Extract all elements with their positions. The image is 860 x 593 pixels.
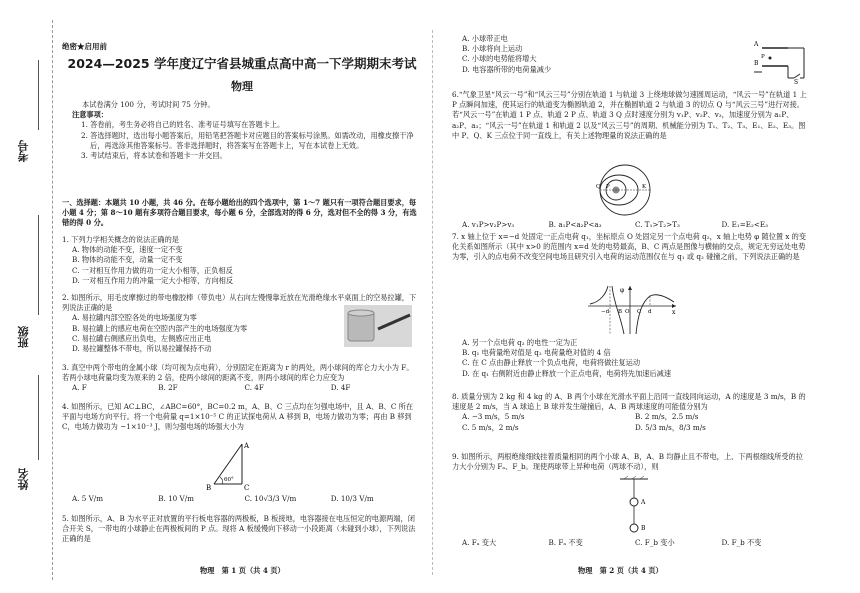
orbit-figure <box>594 162 656 218</box>
question-6 <box>452 90 808 141</box>
section-1-heading: 一、选择题：本题共 10 小题，共 46 分。在每小题给出的四个选项中，第 1～7 题只有一项符合题目要求，每小题 4 分；第 8～10 题有多项符合题目要求，每小题 6 分，全部选对的得 6 分，选对但不全的得 3 分，有选错的得 0 分。 <box>62 198 417 228</box>
can-and-rod-photo <box>344 305 412 347</box>
fig-label-minus-d: −d <box>601 309 610 315</box>
q5-options <box>452 34 682 75</box>
exam-notes <box>72 100 417 161</box>
fig-label-a: A <box>244 442 250 450</box>
fig-label-b: B <box>618 309 623 315</box>
fig-label-x: x <box>672 309 676 316</box>
exam-title: 2024—2025 学年度辽宁省县城重点高中高一下学期期末考试 <box>67 56 417 71</box>
q4-stem: 4. 如图所示，已知 AC⊥BC，∠ABC=60°，BC=0.2 m，A、B、C 三点均在匀强电场中，且 A、B、C 所在平面与电场方向平行。将一个电荷量 q=1×10⁻⁵ C 的正试探电荷从 A 移到 B，电场力做功为零；再由 B 移到 C，电场力做功为 −1×10⁻³ J，则匀强电场的场强大小为 <box>62 402 414 432</box>
fig-label-o: O <box>625 309 630 315</box>
q6-option-a: A. v₁P>v₂P>v₃ <box>462 220 515 229</box>
fig-label-p: P <box>606 184 610 190</box>
q4-option-a: A. 5 V/m <box>72 494 104 503</box>
subject-title: 物理 <box>231 80 253 93</box>
q4-options <box>62 494 417 504</box>
q8-option-c: C. 5 m/s，2 m/s <box>462 422 519 432</box>
fig-label-a: A <box>754 41 759 48</box>
question-4 <box>62 402 417 433</box>
fig-label-a: A <box>641 499 646 506</box>
fig-label-b: B <box>641 525 646 532</box>
q1-option-c: C. 一对相互作用力做的功一定大小相等，正负相反 <box>72 265 233 275</box>
q3-option-c: C. 4F <box>244 383 264 393</box>
confidential-mark: 绝密★启用前 <box>62 42 107 51</box>
q7-stem: 7. x 轴上位于 x=−d 处固定一正点电荷 q₁，坐标原点 O 处固定另一个点电荷 q₂，x 轴上电势 φ 随位置 x 的变化关系如图所示（其中 x>0 的范围内 x=d 处的电势最高，B、C 两点是图像与横轴的交点，规定无穷远处电势为零，引入的点电荷不改变空间电场且研究引入电荷的运动范围仅在与 q₁ 或 q₂ 碰撞之前，下列说法正确的是 <box>452 232 807 262</box>
fig-label-phi: φ <box>620 287 625 294</box>
q1-stem: 1. 下列力学相关概念的说法正确的是 <box>62 235 179 244</box>
q6-stem: 6.“气象卫星“风云一号”和“风云三号”分别在轨道 1 与轨道 3 上绕地球做匀速圆周运动，“风云一号”在轨道 1 上 P 点瞬间加速，使其运行的轨道变为椭圆轨道 2，并在椭圆轨道 2 与轨道 3 的切点 Q 与“风云三号”进行对接。若“风云一号”在轨道 1 P 点、轨道 2 P 点、轨道 3 Q 点时速度分别为 v₁P、v₂P、v₃，加速度分别为 a₁P、a₂P、a₃；“风云一号”在轨道 1 和轨道 2 以及“风云三号”的周期、机械能分别为 T₁、T₂、T₃、E₁、E₂、E₃。图中 P、Q、K 三点位于同一直线上，有关上述物理量的说法正确的是 <box>452 90 807 140</box>
class-label: 班级 <box>17 326 30 348</box>
q3-option-a: A. F <box>72 383 87 393</box>
fig-label-c: C <box>637 309 642 315</box>
q4-option-d: D. 10/3 V/m <box>330 494 374 503</box>
q6-option-c: C. T₁>T₂>T₃ <box>635 220 680 229</box>
class-line <box>38 215 39 315</box>
fig-label-b: B <box>206 484 212 492</box>
question-8 <box>452 392 808 433</box>
q1-option-d: D. 一对相互作用力的冲量一定大小相等，方向相反 <box>72 275 234 285</box>
q9-stem: 9. 如图所示，两根绝缘细线挂着质量相同的两个小球 A、B，A、B 均静止且不带电，上、下两根细线所受的拉力大小分别为 Fₐ、F_b。现使两球带上异种电荷（两球不动），则 <box>452 452 803 472</box>
q6-option-d: D. E₁=E₂<E₃ <box>721 220 769 229</box>
q2-option-a: A. 易拉罐内部空腔各处的电场强度为零 <box>72 313 197 323</box>
question-1 <box>62 235 417 286</box>
q7-option-b: B. q₁ 电荷量绝对值是 q₂ 电荷量绝对值的 4 倍 <box>462 348 611 358</box>
fig-label-angle: 60° <box>224 477 234 483</box>
note-3: 3. 考试结束后，将本试卷和答题卡一并交回。 <box>81 151 227 161</box>
q8-option-a: A. −3 m/s，5 m/s <box>462 412 525 422</box>
q5-option-c: C. 小球的电势能将增大 <box>462 54 537 64</box>
binding-margin <box>0 0 60 593</box>
question-7 <box>452 232 808 263</box>
q9-option-a: A. Fₐ 变大 <box>462 538 497 547</box>
q7-options <box>452 338 808 379</box>
q2-stem: 2. 如图所示，用毛皮摩擦过的带电橡胶棒（带负电）从右向左慢慢靠近放在光滑绝缘水平桌面上的空易拉罐，下列说法正确的是 <box>62 293 417 313</box>
footer-left: 物理 第 1 页（共 4 页） <box>200 566 285 575</box>
name-label: 姓名 <box>17 468 30 490</box>
section-1 <box>62 198 417 229</box>
fig-label-s: S <box>794 79 799 84</box>
q2-option-c: C. 易拉罐右侧感应出负电，左侧感应出正电 <box>72 333 212 343</box>
fig-label-c: C <box>244 484 250 492</box>
q6-option-row <box>452 220 808 230</box>
q2-option-d: D. 易拉罐整体不带电，所以易拉罐保持不动 <box>72 344 212 354</box>
q9-option-d: D. F_b 不变 <box>721 538 762 547</box>
q7-option-d: D. 在 q₁ 右侧附近由静止释放一个正点电荷，电荷将先加速后减速 <box>462 368 672 378</box>
q5-stem: 5. 如图所示，A、B 为水平正对放置的平行板电容器的两极板，B 板接地，电容器接在电压恒定的电源两端，闭合开关 S，一带电的小球静止在两极板间的 P 点。现将 A 板缓慢向下移动一小段距离（未碰到小球），下列说法正确的是 <box>62 514 416 544</box>
notes-title: 注意事项： <box>72 110 108 120</box>
q8-option-d: D. 5/3 m/s，8/3 m/s <box>635 422 706 432</box>
q8-stem: 8. 质量分别为 2 kg 和 4 kg 的 A、B 两个小球在光滑水平面上沿同一直线同向运动，A 的速度是 3 m/s，B 的速度是 2 m/s，当 A 球追上 B 球并发生碰撞后，A、B 两球速度的可能值分别为 <box>452 392 806 412</box>
q5-option-b: B. 小球将向上运动 <box>462 44 523 54</box>
q9-options <box>452 538 808 548</box>
fig-label-q: Q <box>596 184 601 190</box>
exam-number-label: 考号 <box>17 140 30 162</box>
time-info: 本试卷满分 100 分，考试时间 75 分钟。 <box>82 100 215 109</box>
q4-option-b: B. 10 V/m <box>158 494 194 503</box>
q4-option-c: C. 10√3/3 V/m <box>244 494 297 503</box>
q2-option-b: B. 易拉罐上的感应电荷在空腔内部产生的电场强度为零 <box>72 323 248 333</box>
q8-option-row-2 <box>452 423 808 433</box>
q6-options <box>452 220 808 230</box>
fig-label-k: K <box>642 184 647 190</box>
question-5 <box>62 514 417 545</box>
capacitor-circuit-figure <box>748 34 810 84</box>
exam-number-line <box>38 60 39 130</box>
triangle-figure <box>200 440 270 492</box>
q7-option-a: A. 另一个点电荷 q₂ 的电性一定为正 <box>462 338 578 347</box>
q8-option-row-1 <box>452 412 808 422</box>
q3-stem: 3. 真空中两个带电的金属小球（均可视为点电荷），分别固定在距离为 r 的两处，两小球间的库仑力大小为 F。若两小球电荷量均变为原来的 2 倍，使两小球间的距离不变，则两小球间的库仑力应变为 <box>62 363 414 383</box>
fig-label-d: d <box>648 309 652 315</box>
question-9 <box>452 452 808 472</box>
fig-label-p: P <box>761 54 765 60</box>
binding-cut-line <box>52 20 53 580</box>
fig-label-b: B <box>754 60 759 67</box>
q9-option-row <box>452 538 808 548</box>
q9-option-c: C. F_b 变小 <box>635 538 675 547</box>
q4-option-row <box>62 494 417 504</box>
footer-right: 物理 第 2 页（共 4 页） <box>578 566 663 575</box>
hanging-balls-figure <box>616 476 652 536</box>
column-divider <box>432 30 433 575</box>
q6-option-b: B. a₁P<a₂P<a₃ <box>548 220 602 229</box>
q3-options <box>62 383 417 393</box>
note-1: 1. 答卷前，考生务必将自己的姓名、准考证号填写在答题卡上。 <box>81 120 285 130</box>
question-3 <box>62 363 417 394</box>
note-2: 2. 答选择题时，选出每小题答案后，用铅笔把答题卡对应题目的答案标号涂黑。如需改动，用橡皮擦干净后，再选涂其他答案标号。答非选择题时，将答案写在答题卡上，写在本试卷上无效。 <box>81 130 414 150</box>
q8-option-b: B. 2 m/s，2.5 m/s <box>635 412 699 422</box>
q1-option-a: A. 物体的动能不变，速度一定不变 <box>72 245 183 255</box>
q9-option-b: B. Fₐ 不变 <box>548 538 583 547</box>
q3-option-d: D. 4F <box>330 383 351 393</box>
q7-option-c: C. 在 C 点由静止释放一个负点电荷，电荷将做往复运动 <box>462 358 641 368</box>
q5-option-d: D. 电容器所带的电荷量减少 <box>462 64 552 74</box>
q3-option-b: B. 2F <box>158 383 178 393</box>
potential-graph-figure <box>584 284 680 336</box>
q1-option-b: B. 物体的动能不变，动量一定不变 <box>72 255 183 265</box>
q5-option-a: A. 小球带正电 <box>462 34 508 43</box>
name-line <box>38 375 39 460</box>
